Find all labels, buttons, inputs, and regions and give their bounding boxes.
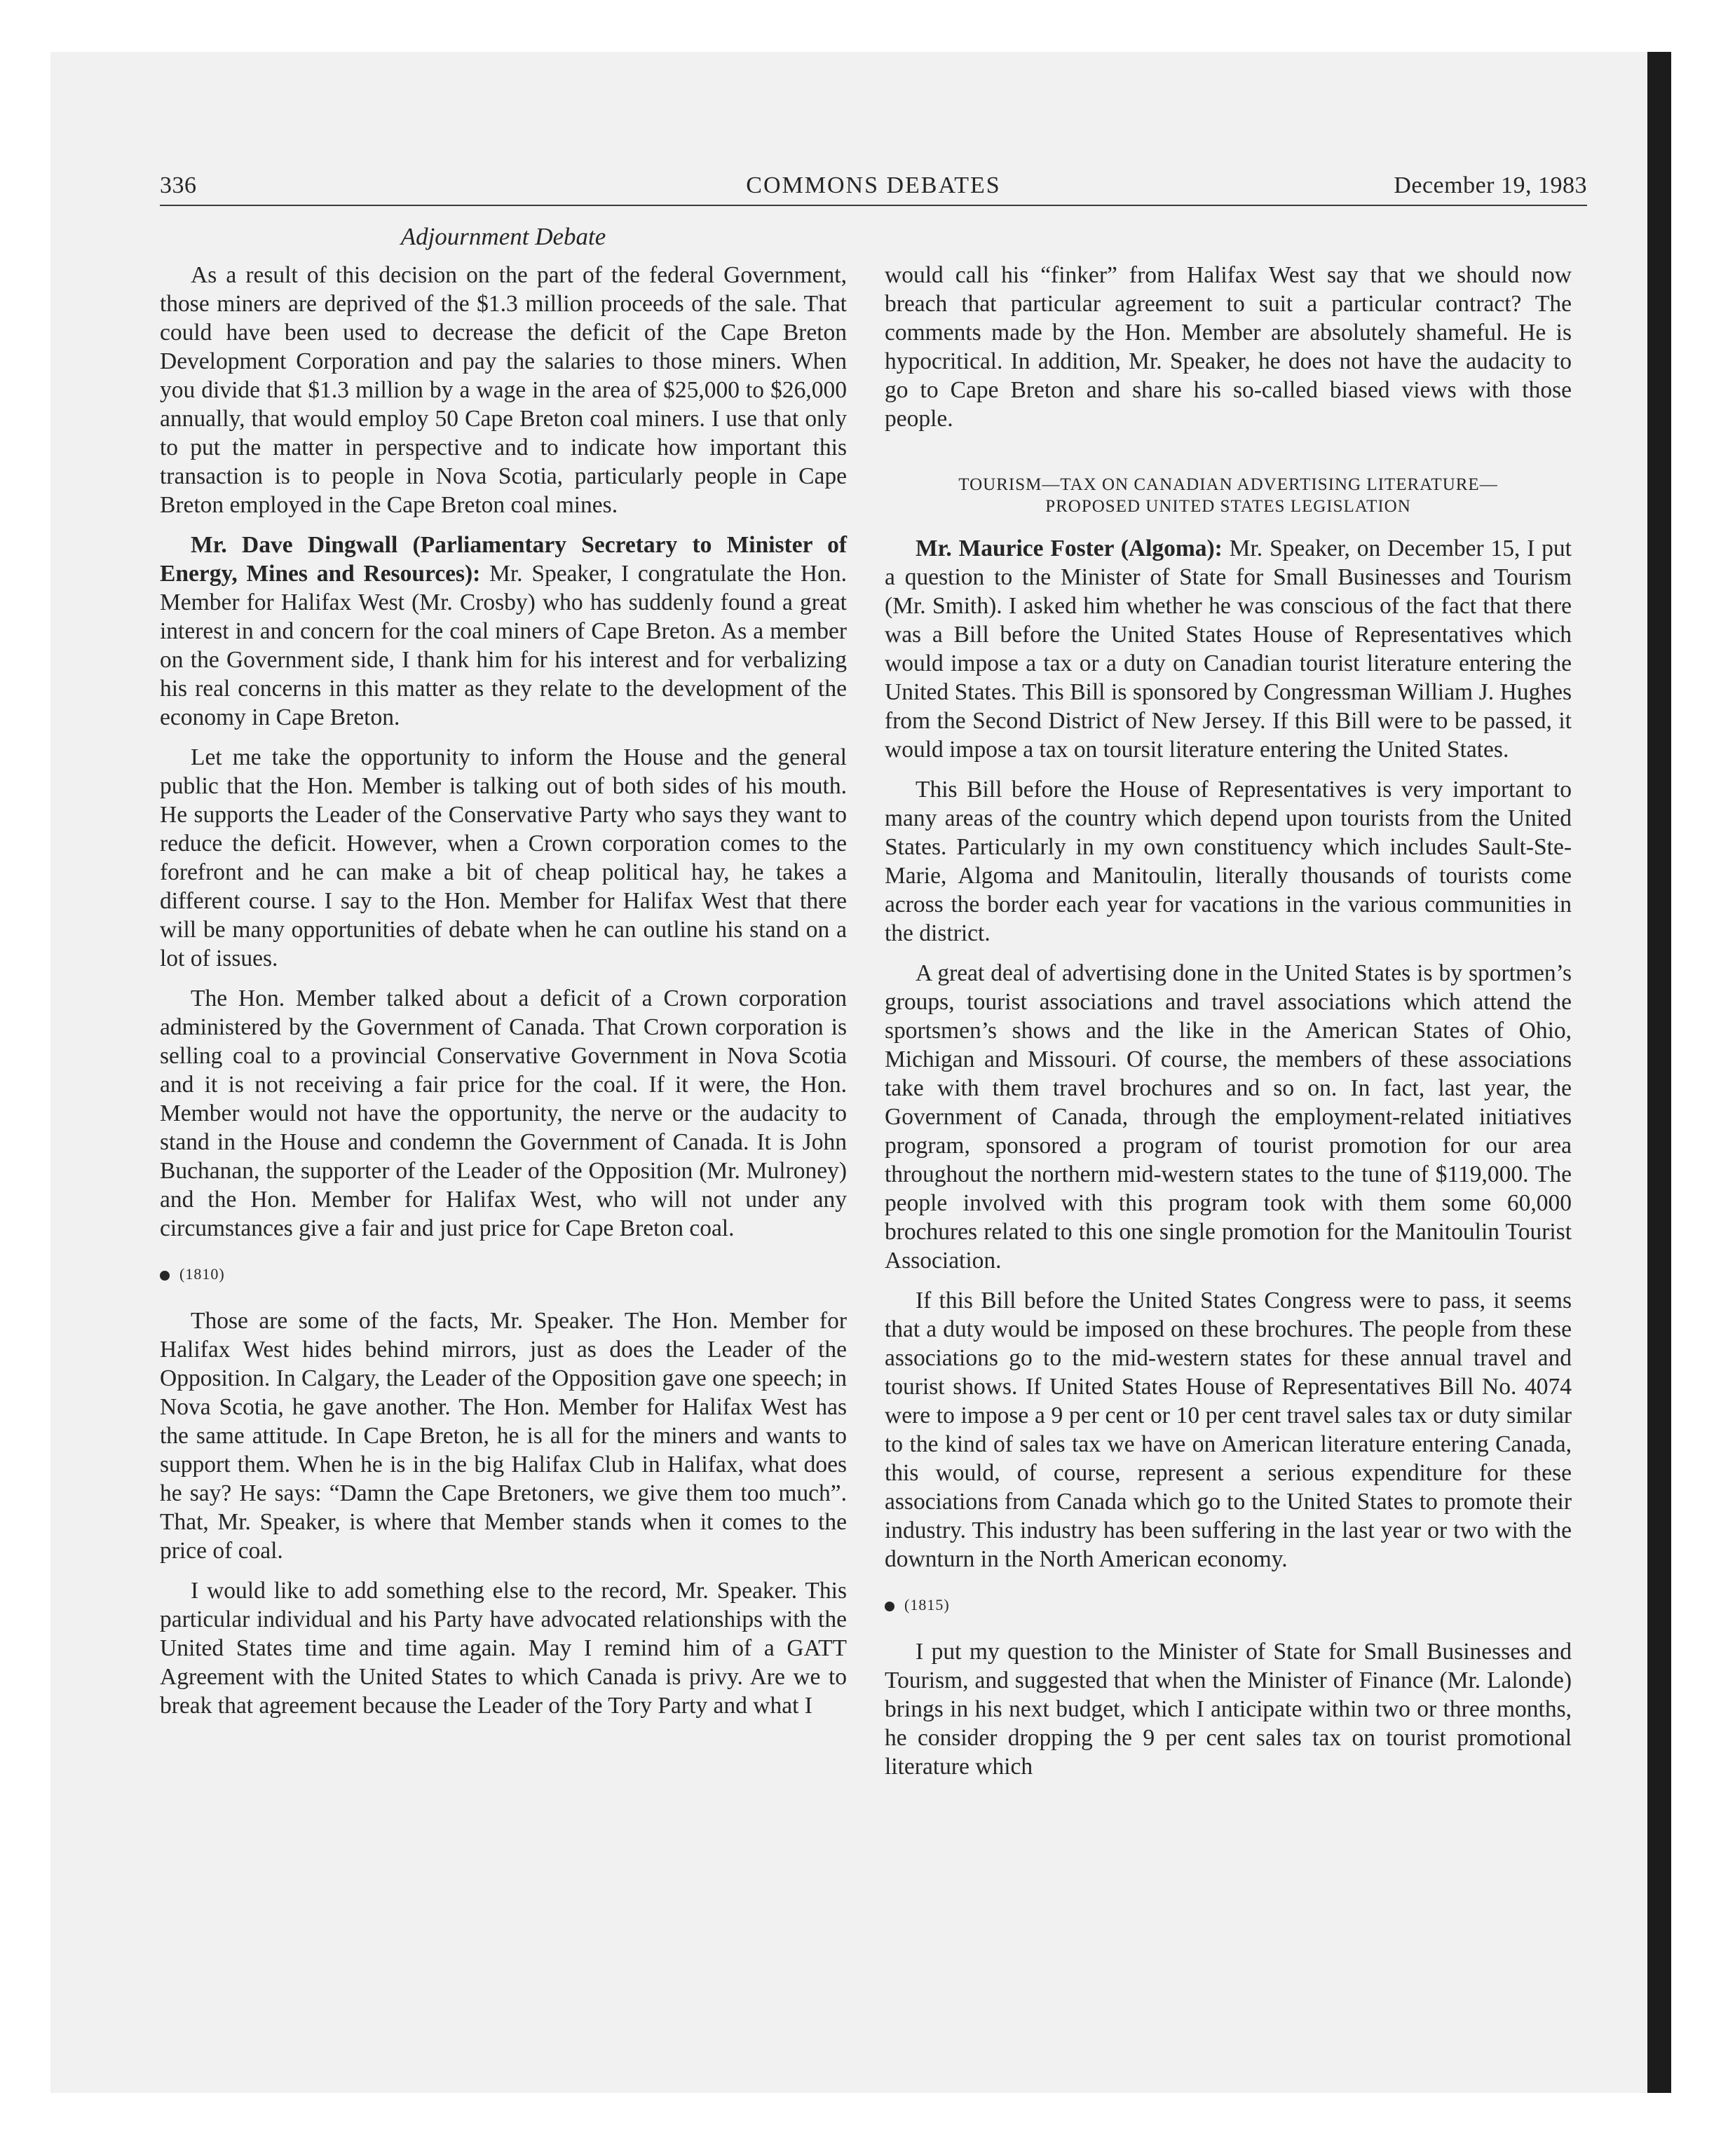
paragraph [160,531,847,732]
paragraph: This Bill before the House of Representatives is very important to many areas of the country which depend upon tourists from the United States. Particularly in my own constituency which includes Sault-Ste-Marie, Algoma and Manitoulin, literally thousands of tourists come across the border each year for vacations in the various communities in the district. [885,777,1572,946]
topic-heading-line: PROPOSED UNITED STATES LEGISLATION [1045,497,1411,516]
paragraph: Those are some of the facts, Mr. Speaker. The Hon. Member for Halifax West hides behind mirrors, just as does the Leader of the Opposition. In Calgary, the Leader of the Opposition gave one speech; in Nova Scotia, he gave another. The Hon. Member for Halifax West has the same attitude. In Cape Breton, he is all for the miners and wants to support them. When he is in the big Halifax Club in Halifax, what does he say? He says: “Damn the Cape Bretoners, we give them too much”. That, Mr. Speaker, is where that Member stands when it comes to the price of coal. [160,1308,847,1564]
page-header [160,172,1587,207]
issue-date: December 19, 1983 [1394,172,1587,198]
paragraph: would call his “finker” from Halifax West say that we should now breach that particular agreement to suit a particular contract? The comments made by the Hon. Member are absolutely shameful. He is hypocritical. In addition, Mr. Speaker, he does not have the audacity to go to Cape Breton and share his so-called biased views with those people. [885,262,1572,432]
left-column [160,261,847,1720]
publication-title: COMMONS DEBATES [746,172,1001,198]
paragraph: As a result of this decision on the part of the federal Government, those miners are deprived of the $1.3 million proceeds of the sale. That could have been used to decrease the deficit of the Cape Breton Development Corporation and pay the salaries to those miners. When you divide that $1.3 million by a wage in the area of $25,000 to $26,000 annually, that would employ 50 Cape Breton coal miners. I use that only to put the matter in perspective and to indicate how important this transaction is to people in Nova Scotia, particularly people in Cape Breton employed in the Cape Breton coal mines. [160,262,847,518]
scan-edge-bar [1647,52,1671,2093]
paragraph: I put my question to the Minister of State for Small Businesses and Tourism, and suggested that when the Minister of Finance (Mr. Lalonde) brings in his next budget, which I anticipate within two or three months, he consider dropping the 9 per cent sales tax on tourist promotional literature which [885,1639,1572,1780]
speaker-name: Mr. Maurice Foster (Algoma): [916,535,1223,561]
header-rule [160,205,1587,206]
paragraph: Let me take the opportunity to inform the House and the general public that the Hon. Member is talking out of both sides of his mouth. He supports the Leader of the Conservative Party who says they want to reduce the deficit. However, when a Crown corporation comes to the forefront and he can make a bit of cheap political hay, he takes a different course. I say to the Hon. Member for Halifax West that there will be many opportunities of debate when he can outline his stand on a lot of issues. [160,744,847,971]
bullet-icon [885,1602,894,1611]
section-heading: Adjournment Debate [400,223,606,250]
paragraph-text: Mr. Speaker, on December 15, I put a question to the Minister of State for Small Businesses and Tourism (Mr. Smith). I asked him whether he was conscious of the fact that there was a Bill before the United States House of Representatives which would impose a tax or a duty on Canadian tourist literature entering the United States. This Bill is sponsored by Congressman William J. Hughes from the Second District of New Jersey. If this Bill were to be passed, it would impose a tax on toursit literature entering the United States. [885,535,1572,763]
page-number: 336 [160,172,197,198]
time-marker-label: (1810) [179,1265,225,1283]
topic-heading [885,474,1572,517]
time-marker [160,1260,847,1288]
paragraph-text: Mr. Speaker, I congratulate the Hon. Member for Halifax West (Mr. Crosby) who has suddenly found a great interest in and concern for the coal miners of Cape Breton. As a member on the Government side, I thank him for his interest and for verbalizing his real concerns in this matter as they relate to the development of the economy in Cape Breton. [160,561,847,730]
speaker-name: Mr. Dave Dingwall (Parliamentary Secretary to Minister of Energy, Mines and Resources): [160,532,847,587]
paragraph: If this Bill before the United States Congress were to pass, it seems that a duty would be imposed on these brochures. The people from these associations go to the mid-western states for these annual travel and tourist shows. If United States House of Representatives Bill No. 4074 were to impose a 9 per cent or 10 per cent travel sales tax or duty similar to the kind of sales tax we have on American literature entering Canada, this would, of course, represent a serious expenditure for these associations from Canada which go to the United States to promote their industry. This industry has been suffering in the last year or two with the downturn in the North American economy. [885,1288,1572,1572]
paragraph: The Hon. Member talked about a deficit of a Crown corporation administered by the Government of Canada. That Crown corporation is selling coal to a provincial Conservative Government in Nova Scotia and it is not receiving a fair price for the coal. If it were, the Hon. Member would not have the opportunity, the nerve or the audacity to stand in the House and condemn the Government of Canada. It is John Buchanan, the supporter of the Leader of the Opposition (Mr. Mulroney) and the Hon. Member for Halifax West, who will not under any circumstances give a fair and just price for Cape Breton coal. [160,985,847,1241]
paragraph [885,534,1572,764]
time-marker-label: (1815) [904,1596,950,1613]
bullet-icon [160,1271,170,1281]
paragraph: A great deal of advertising done in the United States is by sportmen’s groups, tourist associations and travel associations which attend the sportsmen’s shows and the like in the American States of Ohio, Michigan and Missouri. Of course, the members of these associations take with them travel brochures and so on. In fact, last year, the Government of Canada, through the employment-related initiatives program, sponsored a program of tourist promotion for our area throughout the northern mid-western states to the tune of $119,000. The people involved with this program took with them some 60,000 brochures related to this one single promotion for the Manitoulin Tourist Association. [885,960,1572,1274]
time-marker [885,1590,1572,1619]
right-column [885,261,1572,1781]
paragraph: I would like to add something else to the record, Mr. Speaker. This particular individual and his Party have advocated relationships with the United States time and time again. May I remind him of a GATT Agreement with the United States to which Canada is privy. Are we to break that agreement because the Leader of the Tory Party and what I [160,1578,847,1719]
topic-heading-line: TOURISM—TAX ON CANADIAN ADVERTISING LITERATURE— [958,475,1498,494]
